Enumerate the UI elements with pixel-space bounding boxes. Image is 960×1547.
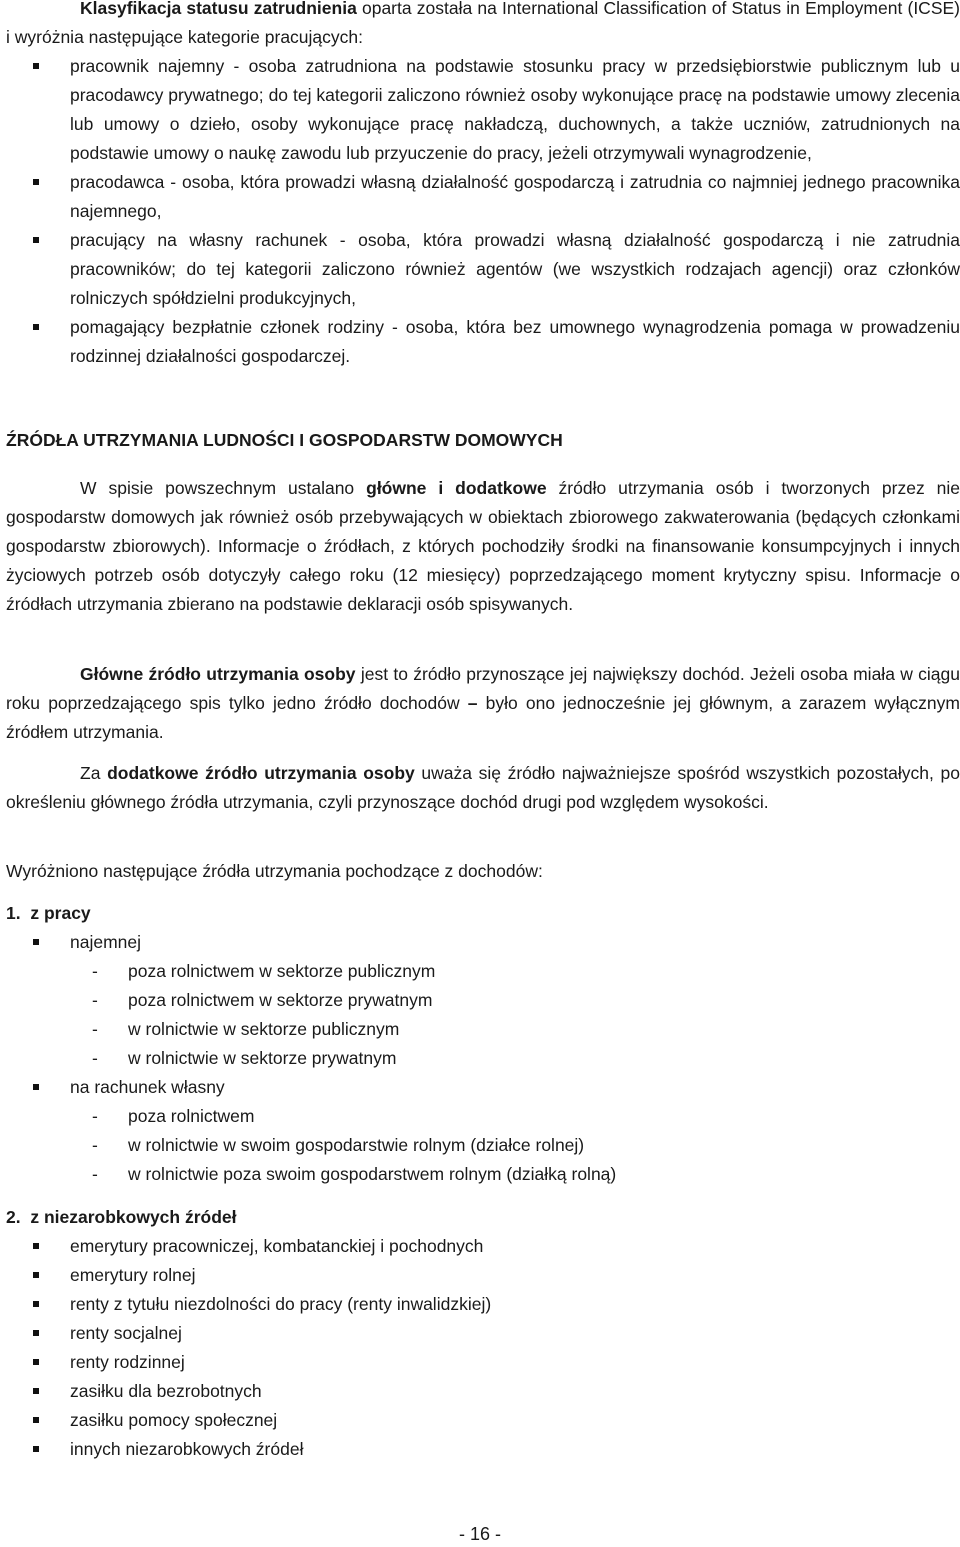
group-label-text: najemnej [70, 932, 142, 952]
dash-marker: - [92, 1019, 98, 1039]
list-item [0, 1290, 960, 1319]
bold-run: Główne źródło utrzymania osoby [80, 664, 356, 684]
square-bullet-icon [33, 1446, 39, 1452]
section2-number: 2. [6, 1207, 21, 1227]
intro-text: oparta została na International Classification of Status in Employment (ICSE) i wyróżnia następujące kategorie pracujących: [6, 0, 960, 47]
dash-run: – [467, 693, 478, 713]
list-item [0, 1319, 960, 1348]
list-item: w rolnictwie poza swoim gospodarstwem rolnym (działką rolną) [128, 1164, 617, 1184]
square-bullet-icon [33, 1243, 39, 1249]
list-item-text: zasiłku pomocy społecznej [70, 1410, 278, 1430]
distinguished-sources-paragraph: Wyróżniono następujące źródła utrzymania pochodzące z dochodów: [6, 861, 543, 881]
list-item-text: pracujący na własny rachunek - osoba, która prowadzi własną działalność gospodarczą i nie zatrudnia pracowników; do tej kategorii zaliczono również agentów (we wszystkich rodzajach agencji) oraz członków rolniczych spółdzielni produkcyjnych, [70, 230, 960, 308]
dash-marker: - [92, 990, 98, 1010]
sources-paragraph [6, 474, 960, 619]
square-bullet-icon [33, 1359, 39, 1365]
square-bullet-icon [33, 324, 39, 330]
list-item: poza rolnictwem [128, 1106, 255, 1126]
group-label [0, 1073, 960, 1102]
text-run: Za [80, 763, 108, 783]
section2-title: z niezarobkowych źródeł [30, 1207, 237, 1227]
section1-group-2 [0, 1073, 960, 1102]
text-run: źródło utrzymania osób i tworzonych przez nie gospodarstw domowych jak również osób przebywających w obiektach zbiorowego zakwaterowania (będących członkami gospodarstw zbiorowych). Informacje o źródłach, z których pochodziły środki na finansowanie konsumpcyjnych i innych życiowych potrzeb osób dotyczyły całego roku (12 miesięcy) poprzedzającego moment krytyczny spisu. Informacje o źródłach utrzymania zbierano na podstawie deklaracji osób spisywanych. [6, 478, 960, 614]
main-source-paragraph [6, 660, 960, 747]
list-item-text: pracodawca - osoba, która prowadzi własną działalność gospodarczą i zatrudnia co najmniej jednego pracownika najemnego, [70, 172, 960, 221]
list-item-text: pomagający bezpłatnie członek rodziny - osoba, która bez umownego wynagrodzenia pomaga w prowadzeniu rodzinnej działalności gospodarczej. [70, 317, 960, 366]
dash-marker: - [92, 1135, 98, 1155]
section1-heading [6, 899, 91, 928]
list-item-text: pracownik najemny - osoba zatrudniona na podstawie stosunku pracy w przedsiębiorstwie publicznym lub u pracodawcy prywatnego; do tej kategorii zaliczono również osoby wykonujące pracę na podstawie umowy zlecenia lub umowy o dzieło, osoby wykonujące pracę nakładczą, duchownych, a także uczniów, zatrudnionych na podstawie umowy o naukę zawodu lub przyuczenie do pracy, jeżeli otrzymywali wynagrodzenie, [70, 56, 960, 163]
list-item [0, 1406, 960, 1435]
list-item-text: zasiłku dla bezrobotnych [70, 1381, 262, 1401]
text-run: uważa się źródło najważniejsze spośród wszystkich pozostałych, po określeniu głównego źródła utrzymania, czyli przynoszące dochód drugi pod względem wysokości. [6, 763, 960, 812]
list-item [0, 1261, 960, 1290]
text-run: było ono jednocześnie jej głównym, a zarazem wyłącznym źródłem utrzymania. [6, 693, 960, 742]
section1-title: z pracy [30, 903, 91, 923]
section1-group-1 [0, 928, 960, 957]
list-item [0, 1232, 960, 1261]
list-item: w rolnictwie w swoim gospodarstwie rolnym (działce rolnej) [128, 1135, 585, 1155]
square-bullet-icon [33, 179, 39, 185]
employment-status-list [0, 52, 960, 371]
square-bullet-icon [33, 1330, 39, 1336]
list-item [0, 1435, 960, 1464]
list-item-text: innych niezarobkowych źródeł [70, 1439, 304, 1459]
text-run: W spisie powszechnym ustalano [80, 478, 367, 498]
list-item-text: renty z tytułu niezdolności do pracy (renty inwalidzkiej) [70, 1294, 492, 1314]
square-bullet-icon [33, 237, 39, 243]
section1-number: 1. [6, 903, 21, 923]
list-item [0, 1377, 960, 1406]
dash-marker: - [92, 961, 98, 981]
list-item-text: renty rodzinnej [70, 1352, 185, 1372]
dash-marker: - [92, 1164, 98, 1184]
dash-marker: - [92, 1048, 98, 1068]
group-label-text: na rachunek własny [70, 1077, 225, 1097]
square-bullet-icon [33, 1388, 39, 1394]
section-heading: ŹRÓDŁA UTRZYMANIA LUDNOŚCI I GOSPODARSTW DOMOWYCH [6, 430, 563, 450]
text-run: jest to źródło przynoszące jej największy dochód. Jeżeli osoba miała w ciągu roku poprzedzającego spis tylko jedno źródło dochodów [6, 664, 960, 713]
square-bullet-icon [33, 1301, 39, 1307]
intro-term: Klasyfikacja statusu zatrudnienia [80, 0, 357, 18]
list-item-text: emerytury pracowniczej, kombatanckiej i pochodnych [70, 1236, 484, 1256]
section2-heading [6, 1203, 237, 1232]
list-item [0, 226, 960, 313]
square-bullet-icon [33, 1272, 39, 1278]
section2-list [0, 1232, 960, 1464]
list-item: w rolnictwie w sektorze prywatnym [128, 1048, 397, 1068]
list-item-text: renty socjalnej [70, 1323, 182, 1343]
square-bullet-icon [33, 1417, 39, 1423]
additional-source-paragraph [6, 759, 960, 817]
list-item: poza rolnictwem w sektorze prywatnym [128, 990, 433, 1010]
dash-marker: - [92, 1106, 98, 1126]
square-bullet-icon [33, 939, 39, 945]
bold-run: dodatkowe źródło utrzymania osoby [107, 763, 415, 783]
list-item [0, 168, 960, 226]
list-item [0, 52, 960, 168]
list-item: w rolnictwie w sektorze publicznym [128, 1019, 400, 1039]
list-item-text: emerytury rolnej [70, 1265, 196, 1285]
list-item: poza rolnictwem w sektorze publicznym [128, 961, 436, 981]
page-number: - 16 - [458, 1524, 501, 1544]
bold-run: główne i dodatkowe [366, 478, 547, 498]
square-bullet-icon [33, 63, 39, 69]
list-item [0, 1348, 960, 1377]
list-item [0, 313, 960, 371]
group-label [0, 928, 960, 957]
intro-paragraph [6, 0, 960, 52]
square-bullet-icon [33, 1084, 39, 1090]
